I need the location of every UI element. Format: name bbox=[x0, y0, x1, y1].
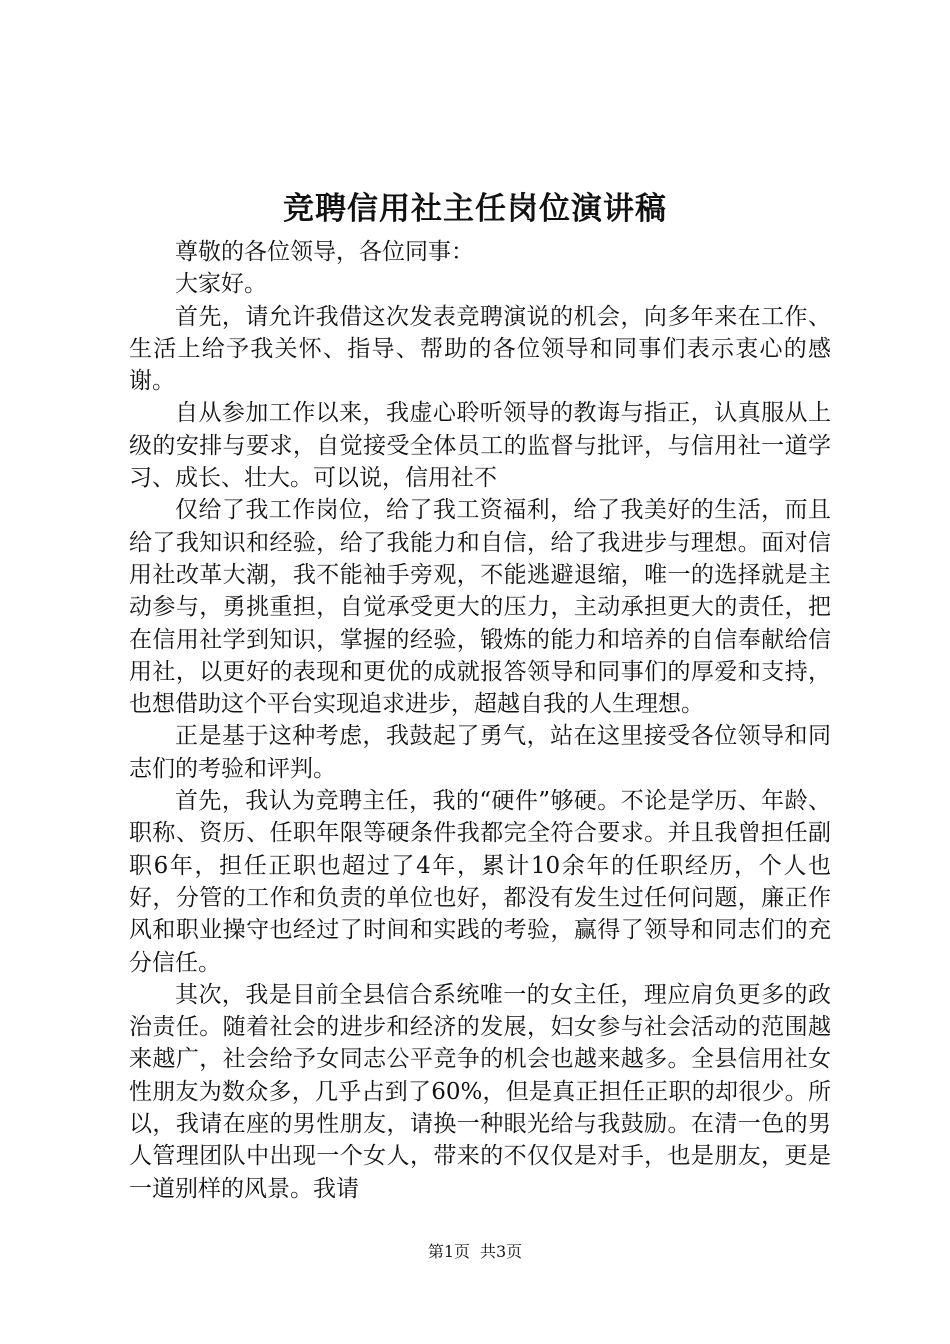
page-footer bbox=[0, 1240, 950, 1264]
page-total: 共3页 bbox=[480, 1242, 523, 1261]
page-number: 第1页 bbox=[427, 1242, 470, 1261]
document-body bbox=[129, 236, 831, 1205]
paragraph-qualifications: 首先，我认为竞聘主任，我的“硬件”够硬。不论是学历、年龄、职称、资历、任职年限等硬条件我都完全符合要求。并且我曾担任副职6年，担任正职也超过了4年，累计10余年的任职经历，个人也好，分管的工作和负责的单位也好，都没有发生过任何问题，廉正作风和职业操守也经过了时间和实践的考验，赢得了领导和同志们的充分信任。 bbox=[129, 788, 831, 976]
paragraph-gratitude: 仅给了我工作岗位，给了我工资福利，给了我美好的生活，而且给了我知识和经验，给了我能力和自信，给了我进步与理想。面对信用社改革大潮，我不能袖手旁观，不能逃避退缩，唯一的选择就是主动参与，勇挑重担，自觉承受更大的压力，主动承担更大的责任，把在信用社学到知识，掌握的经验，锻炼的能力和培养的自信奉献给信用社，以更好的表现和更优的成就报答领导和同事们的厚爱和支持，也想借助这个平台实现追求进步，超越自我的人生理想。 bbox=[129, 497, 831, 718]
paragraph-courage: 正是基于这种考虑，我鼓起了勇气，站在这里接受各位领导和同志们的考验和评判。 bbox=[129, 723, 831, 782]
paragraph-thanks: 首先，请允许我借这次发表竞聘演说的机会，向多年来在工作、生活上给予我关怀、指导、帮助的各位领导和同事们表示衷心的感谢。 bbox=[129, 303, 831, 395]
paragraph-career: 自从参加工作以来，我虚心聆听领导的教诲与指正，认真服从上级的安排与要求，自觉接受全体员工的监督与批评，与信用社一道学习、成长、壮大。可以说，信用社不 bbox=[129, 400, 831, 492]
paragraph-salutation: 尊敬的各位领导，各位同事： bbox=[175, 239, 474, 265]
document-title: 竞聘信用社主任岗位演讲稿 bbox=[283, 191, 667, 227]
paragraph-responsibility: 其次，我是目前全县信合系统唯一的女主任，理应肩负更多的政治责任。随着社会的进步和经济的发展，妇女参与社会活动的范围越来越广，社会给予女同志公平竞争的机会也越来越多。全县信用社女性朋友为数众多，几乎占到了60%，但是真正担任正职的却很少。所以，我请在座的男性朋友，请换一种眼光给与我鼓励。在清一色的男人管理团队中出现一个女人，带来的不仅仅是对手，也是朋友，更是一道别样的风景。我请 bbox=[129, 981, 831, 1202]
paragraph-greeting: 大家好。 bbox=[175, 271, 267, 298]
